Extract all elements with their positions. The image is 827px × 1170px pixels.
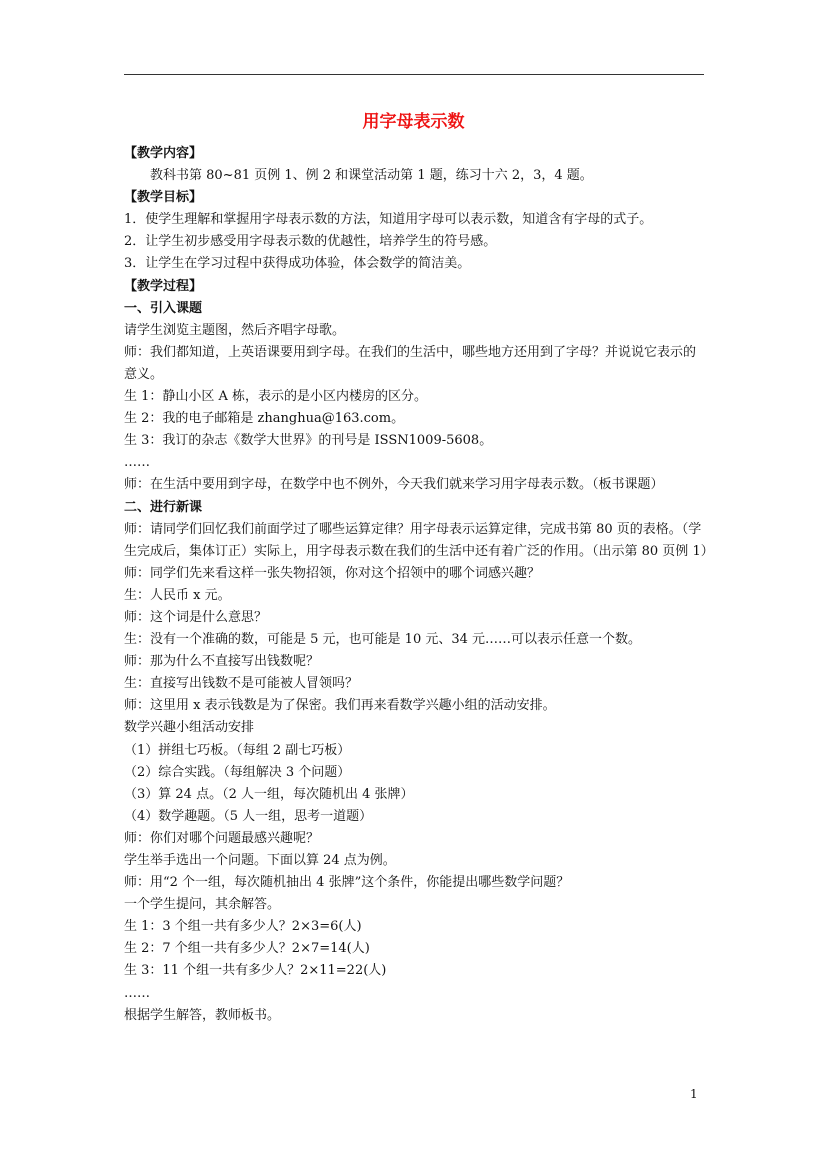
text-line: …… (124, 985, 150, 1001)
text-line: 数学兴趣小组活动安排 (124, 720, 255, 736)
text-line: 师：这里用 x 表示钱数是为了保密。我们再来看数学兴趣小组的活动安排。 (124, 698, 556, 714)
text-line: 学生举手选出一个问题。下面以算 24 点为例。 (124, 853, 396, 868)
document-body (124, 143, 714, 1027)
text-line: 师：那为什么不直接写出钱数呢？ (124, 654, 320, 670)
text-line: （2）综合实践。（每组解决 3 个问题） (124, 764, 351, 780)
text-line: 师：我们都知道，上英语课要用到字母。在我们的生活中，哪些地方还用到了字母？并说说它表示的意义。 (124, 344, 697, 382)
text-line: 2．让学生初步感受用字母表示数的优越性，培养学生的符号感。 (124, 234, 497, 250)
text-line: 生：直接写出钱数不是可能被人冒领吗？ (124, 676, 359, 692)
section-heading: 【教学过程】 (124, 278, 203, 294)
text-line: 生：人民币 x 元。 (124, 587, 231, 603)
text-line: 师：在生活中要用到字母，在数学中也不例外，今天我们就来学习用字母表示数。（板书课题） (124, 477, 664, 493)
section-heading: 一、引入课题 (124, 300, 203, 316)
text-line: 请学生浏览主题图，然后齐唱字母歌。 (124, 322, 346, 338)
text-line: 3．让学生在学习过程中获得成功体验，体会数学的简洁美。 (124, 256, 471, 272)
text-line: 师：这个词是什么意思？ (124, 609, 268, 625)
text-line: 教科书第 80~81 页例 1、例 2 和课堂活动第 1 题，练习十六 2，3，4 题。 (150, 168, 593, 184)
text-line: 1．使学生理解和掌握用字母表示数的方法，知道用字母可以表示数，知道含有字母的式子。 (124, 212, 653, 228)
document-title: 用字母表示数 (362, 112, 465, 132)
text-line: 一个学生提问，其余解答。 (124, 897, 281, 913)
text-line: 生：没有一个准确的数，可能是 5 元，也可能是 10 元、34 元……可以表示任意一个数。 (124, 632, 642, 648)
section-heading: 【教学目标】 (124, 190, 203, 206)
text-line: 生 1：3 个组一共有多少人？2×3=6(人) (124, 919, 362, 935)
text-line: （1）拼组七巧板。（每组 2 副七巧板） (124, 742, 351, 758)
text-line: 师：请同学们回忆我们前面学过了哪些运算定律？用字母表示运算定律，完成书第 80 页的表格。（学生完成后，集体订正）实际上，用字母表示数在我们的生活中还有着广泛的作用。（出示第 80 页例 1） (124, 521, 714, 559)
section-heading: 二、进行新课 (124, 499, 203, 515)
text-line: 生 2：我的电子邮箱是 zhanghua@163.com。 (124, 411, 405, 427)
section-heading: 【教学内容】 (124, 146, 203, 161)
text-line: 生 1：静山小区 A 栋，表示的是小区内楼房的区分。 (124, 389, 428, 405)
page-number: 1 (690, 1087, 698, 1101)
text-line: 师：用“2 个一组，每次随机抽出 4 张牌”这个条件，你能提出哪些数学问题？ (124, 875, 570, 891)
header-rule (124, 74, 704, 75)
text-line: （3）算 24 点。（2 人一组，每次随机出 4 张牌） (124, 786, 414, 802)
text-line: 生 3：11 个组一共有多少人？2×11=22(人) (124, 963, 387, 979)
text-line: 生 2：7 个组一共有多少人？2×7=14(人) (124, 941, 370, 957)
text-line: 师：同学们先来看这样一张失物招领，你对这个招领中的哪个词感兴趣？ (124, 565, 541, 581)
text-line: …… (124, 455, 150, 471)
text-line: 生 3：我订的杂志《数学大世界》的刊号是 ISSN1009-5608。 (124, 433, 493, 449)
text-line: 根据学生解答，教师板书。 (124, 1007, 281, 1023)
text-line: 师：你们对哪个问题最感兴趣呢？ (124, 830, 320, 846)
text-line: （4）数学趣题。（5 人一组，思考一道题） (124, 808, 373, 824)
